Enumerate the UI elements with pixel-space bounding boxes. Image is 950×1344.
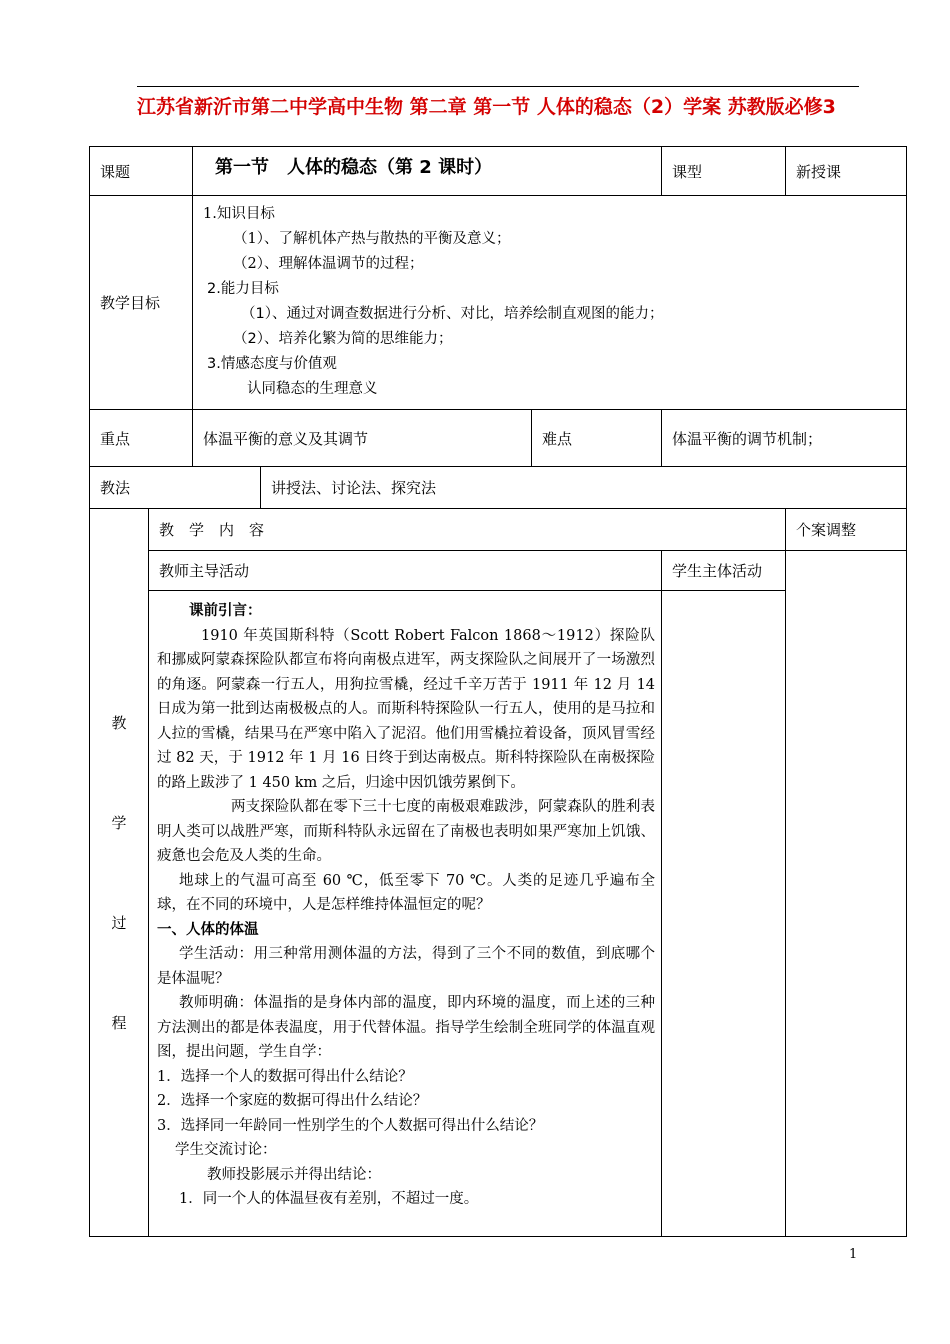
goal-line: （1）、了解机体产热与散热的平衡及意义； — [233, 231, 511, 247]
process-label-char: 程 — [111, 1013, 127, 1032]
section-line: 教师明确：体温指的是身体内部的温度，即内环境的温度，而上述的三种方法测出的都是体表温度，用于代替体温。指导学生绘制全班同学的体温直观图，提出问题，学生自学： — [157, 995, 656, 1060]
type-value: 新授课 — [786, 147, 907, 196]
student-activity-header: 学生主体活动 — [662, 551, 786, 591]
goals-label: 教学目标 — [90, 196, 193, 410]
teacher-activity-header: 教师主导活动 — [149, 551, 662, 591]
goals-row — [90, 196, 907, 410]
activity-header-row — [90, 551, 907, 591]
goal-line: 1.知识目标 — [203, 206, 275, 222]
section-line: 教师投影展示并得出结论： — [207, 1166, 381, 1183]
intro-paragraph: 地球上的气温可高至 60 ℃，低至零下 70 ℃。人类的足迹几乎遍布全球，在不同的环境中，人是怎样维持体温恒定的呢？ — [157, 872, 656, 913]
goals-content — [193, 196, 907, 410]
intro-heading: 课前引言： — [189, 603, 262, 619]
topic-label: 课题 — [90, 147, 193, 196]
lesson-title: 第一节 人体的稳态（第 2 课时） — [193, 147, 662, 196]
goal-line: （2）、培养化繁为简的思维能力； — [233, 331, 453, 347]
process-label-char: 学 — [111, 813, 127, 832]
method-value: 讲授法、讨论法、探究法 — [261, 467, 907, 509]
section-heading: 一、人体的体温 — [157, 921, 259, 938]
content-header: 教 学 内 容 — [149, 509, 786, 551]
section-line: 学生交流讨论： — [175, 1142, 277, 1158]
adjust-header: 个案调整 — [786, 509, 907, 551]
key-point-label: 重点 — [90, 410, 193, 467]
process-label-char: 过 — [111, 913, 127, 932]
process-header-row — [90, 509, 907, 551]
teacher-activity-content — [149, 591, 662, 1237]
student-activity-content — [662, 591, 786, 1237]
section-line: 1．同一个人的体温昼夜有差别，不超过一度。 — [179, 1191, 479, 1207]
intro-paragraph: 两支探险队都在零下三十七度的南极艰难跋涉，阿蒙森队的胜利表明人类可以战胜严寒，而斯科特队永远留在了南极也表明如果严寒加上饥饿、疲惫也会危及人类的生命。 — [157, 799, 656, 864]
goal-line: 认同稳态的生理意义 — [247, 381, 378, 397]
method-label: 教法 — [90, 467, 261, 509]
section-line: 2．选择一个家庭的数据可得出什么结论？ — [157, 1093, 428, 1109]
page-number: 1 — [849, 1247, 858, 1262]
lesson-plan-table — [89, 146, 907, 1237]
adjust-column — [786, 551, 907, 1237]
topic-row — [90, 147, 907, 196]
header-rule — [137, 86, 859, 87]
section-line: 学生活动：用三种常用测体温的方法，得到了三个不同的数值，到底哪个是体温呢？ — [157, 946, 656, 987]
difficulty-label: 难点 — [532, 410, 662, 467]
section-line: 1．选择一个人的数据可得出什么结论？ — [157, 1068, 413, 1085]
process-content-row — [90, 591, 907, 1237]
method-row — [90, 467, 907, 509]
goal-line: （2）、理解体温调节的过程； — [233, 256, 424, 272]
goal-line: 2.能力目标 — [207, 281, 279, 297]
difficulty-value: 体温平衡的调节机制； — [662, 410, 907, 467]
intro-paragraph: 1910 年英国斯科特（Scott Robert Falcon 1868～1912）探险队和挪威阿蒙森探险队都宣布将向南极点进军，两支探险队之间展开了一场激烈的角逐。阿蒙森一行五人，用狗拉雪橇，经过千辛万苦于 1911 年 12 月 14 日成为第一批到达南极极点的人。而斯科特探险队一行五人，使用的是马拉和人拉的雪橇，结果马在严寒中陷入了泥沼。他们用雪橇拉着设备，顶风冒雪经过 82 天，于 1912 年 1 月 16 日终于到达南极点。斯科特探险队在南极探险的路上跋涉了 1 450 km 之后，归途中因饥饿劳累倒下。 — [157, 627, 656, 791]
document-title: 江苏省新沂市第二中学高中生物 第二章 第一节 人体的稳态（2）学案 苏教版必修3 — [137, 96, 836, 118]
process-label-char: 教 — [111, 713, 127, 732]
goal-line: （1）、通过对调查数据进行分析、对比，培养绘制直观图的能力； — [241, 306, 664, 322]
goal-line: 3.情感态度与价值观 — [207, 356, 337, 372]
process-label — [90, 509, 149, 1237]
type-label: 课型 — [662, 147, 786, 196]
focus-row — [90, 410, 907, 467]
key-point-value: 体温平衡的意义及其调节 — [193, 410, 532, 467]
section-line: 3．选择同一年龄同一性别学生的个人数据可得出什么结论？ — [157, 1117, 544, 1134]
